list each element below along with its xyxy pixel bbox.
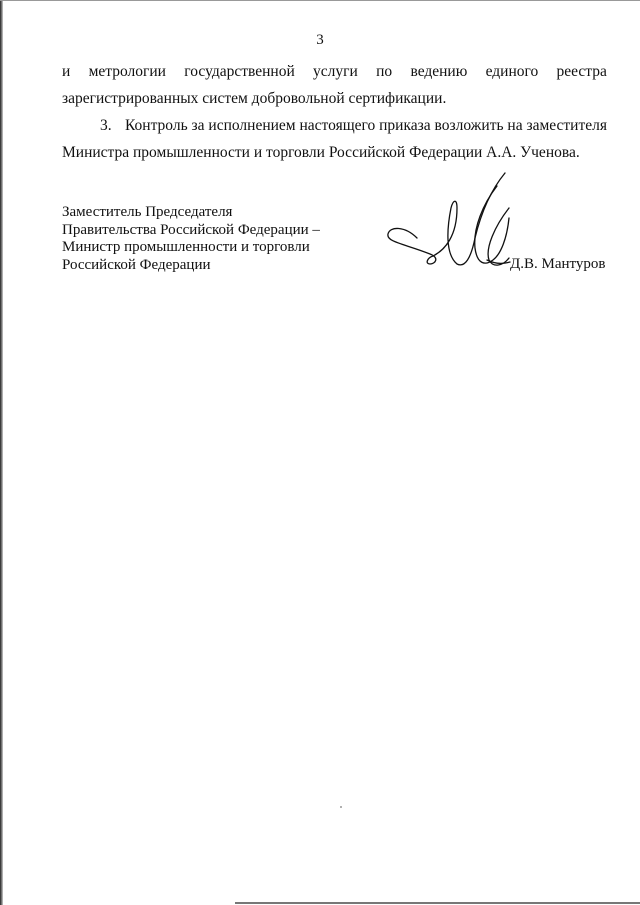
item-3-line-2: Министра промышленности и торговли Российской Федерации А.А. Ученова. [62,144,580,161]
signatory-title-line: Заместитель Председателя [62,204,233,220]
signatory-title [62,204,320,274]
word: по [376,63,393,80]
word: и [62,63,71,80]
item-3-text: Контроль за исполнением настоящего приказа возложить на заместителя [124,117,607,134]
word: метрологии [88,63,166,80]
signatory-title-line: Министр промышленности и торговли [62,239,310,255]
word: реестра [556,63,607,80]
scan-edge-top [0,0,640,1]
paragraph-continuation-line-1 [62,63,607,81]
scan-edge-bottom [235,902,640,904]
item-3-line-1 [100,117,607,135]
signatory-name: Д.В. Мантуров [510,256,606,272]
scan-edge-left [0,0,3,905]
signatory-title-line: Правительства Российской Федерации – [62,221,320,238]
scan-speck [340,806,342,808]
page-number: 3 [316,32,324,48]
paragraph-continuation-line-2: зарегистрированных систем добровольной сертификации. [62,90,447,107]
word: единого [485,63,539,80]
handwritten-signature-icon [385,168,520,273]
word: ведению [410,63,468,80]
word: услуги [313,63,358,80]
item-3-number: 3. [100,117,112,134]
word: государственной [184,63,295,80]
signatory-title-line: Российской Федерации [62,256,211,273]
